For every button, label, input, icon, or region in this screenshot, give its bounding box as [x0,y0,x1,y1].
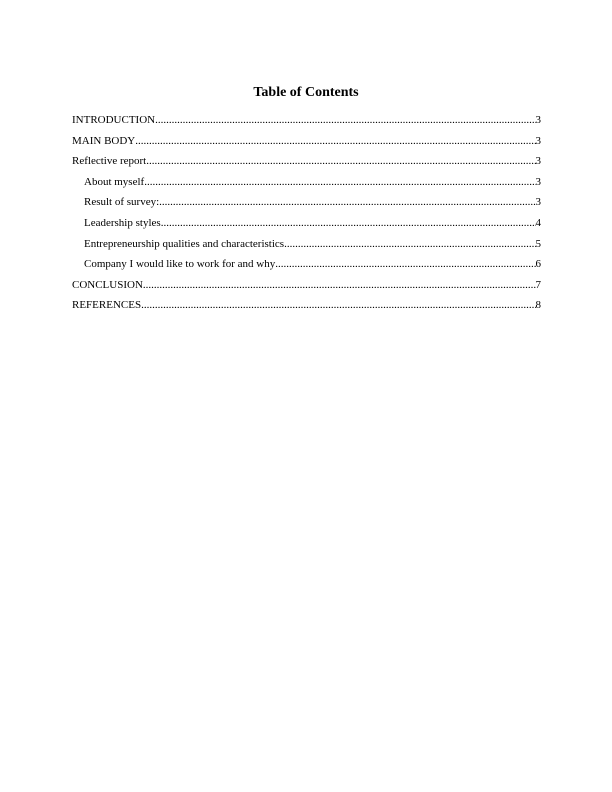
toc-dot-leader [161,215,536,231]
toc-dot-leader [143,277,536,293]
toc-dot-leader [146,153,535,169]
toc-entry-main-body[interactable] [72,133,541,154]
toc-entry-label: INTRODUCTION [72,114,156,126]
toc-dot-leader [141,297,535,313]
toc-entry-label: Reflective report [72,155,147,168]
toc-entry-introduction[interactable] [72,112,541,133]
toc-dot-leader [135,133,535,149]
toc-entry-result-of-survey[interactable] [72,194,541,215]
toc-page-number: 3 [535,134,541,147]
toc-title: Table of Contents [253,85,359,100]
toc-entry-label: Leadership styles [84,216,161,229]
toc-entry-label: MAIN BODY [72,134,136,147]
toc-page-number: 5 [535,237,541,250]
toc-page-number: 4 [535,216,541,229]
toc-entry-label: About myself [84,175,145,188]
toc-list [72,112,541,318]
toc-dot-leader [284,236,535,252]
toc-entry-label: CONCLUSION [72,278,143,291]
toc-dot-leader [275,256,535,272]
toc-entry-about-myself[interactable] [72,174,541,195]
toc-page-number: 3 [535,175,541,188]
toc-entry-conclusion[interactable] [72,277,541,298]
toc-entry-label: REFERENCES [72,299,142,312]
toc-page-number: 3 [535,114,541,126]
toc-dot-leader [144,174,535,190]
toc-entry-company-work-for[interactable] [72,256,541,277]
toc-entry-entrepreneurship-qualities[interactable] [72,236,541,257]
toc-entry-references[interactable] [72,297,541,318]
toc-page-number: 3 [535,155,541,168]
toc-page-number: 8 [535,299,541,312]
toc-entry-label: Result of survey: [84,196,160,209]
toc-page-number: 7 [535,278,541,291]
toc-entry-label: Company I would like to work for and why [84,258,276,271]
toc-dot-leader [159,194,535,210]
toc-entry-reflective-report[interactable] [72,153,541,174]
toc-page-number: 3 [535,196,541,209]
toc-entry-label: Entrepreneurship qualities and characteristics [84,237,285,250]
toc-page-number: 6 [535,258,541,271]
toc-dot-leader [155,112,535,128]
toc-entry-leadership-styles[interactable] [72,215,541,236]
